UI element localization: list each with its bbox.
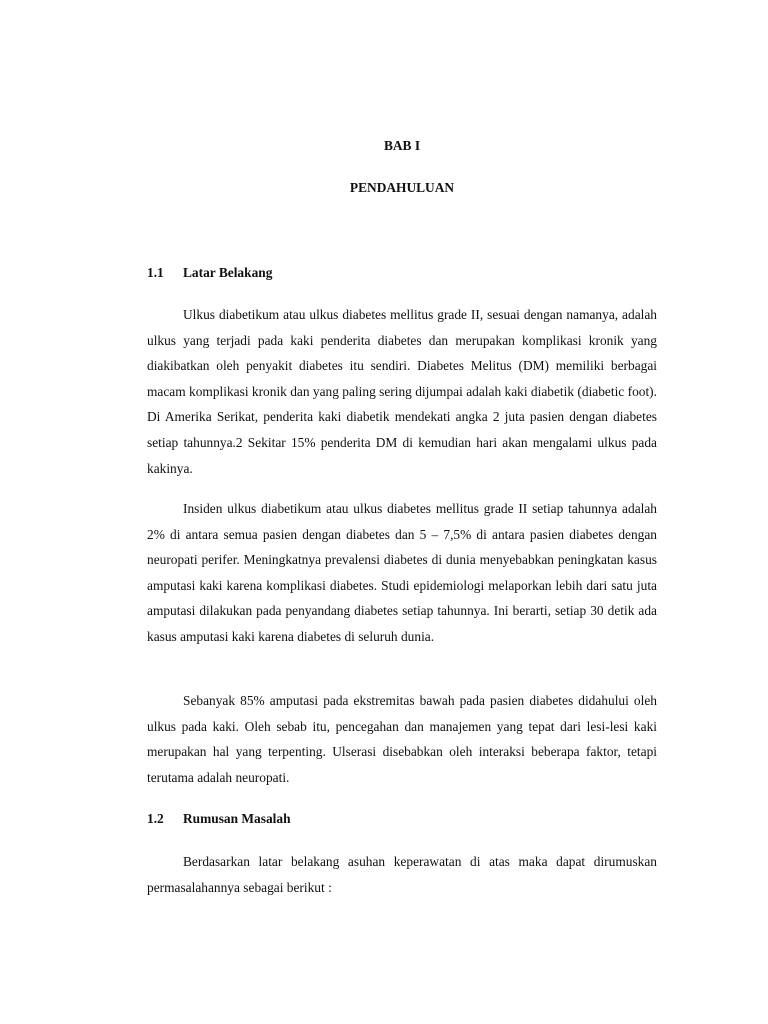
paragraph: Sebanyak 85% amputasi pada ekstremitas bawah pada pasien diabetes didahului oleh ulkus pada kaki. Oleh sebab itu, pencegahan dan manajemen yang tepat dari lesi-lesi kaki merupakan hal yang terpenting. Ulserasi disebabkan oleh interaksi beberapa faktor, tetapi terutama adalah neuropati. xyxy=(147,693,657,785)
chapter-label: BAB I xyxy=(383,138,421,153)
section-number: 1.1 xyxy=(147,265,164,280)
section-title: Latar Belakang xyxy=(183,265,273,280)
chapter-title: PENDAHULUAN xyxy=(349,180,455,195)
section-heading-1-2 xyxy=(147,811,291,827)
section-heading-1-1 xyxy=(147,265,272,281)
paragraph: Insiden ulkus diabetikum atau ulkus diabetes mellitus grade II setiap tahunnya adalah 2% di antara semua pasien dengan diabetes dan 5 – 7,5% di antara pasien diabetes dengan neuropati perifer. Meningkatnya prevalensi diabetes di dunia menyebabkan peningkatan kasus amputasi kaki karena komplikasi diabetes. Studi epidemiologi melaporkan lebih dari satu juta amputasi dilakukan pada penyandang diabetes setiap tahunnya. Ini berarti, setiap 30 detik ada kasus amputasi kaki karena diabetes di seluruh dunia. xyxy=(147,501,657,644)
paragraph: Berdasarkan latar belakang asuhan keperawatan di atas maka dapat dirumuskan permasalahannya sebagai berikut : xyxy=(147,854,657,895)
paragraph: Ulkus diabetikum atau ulkus diabetes mellitus grade II, sesuai dengan namanya, adalah ulkus yang terjadi pada kaki penderita diabetes dan merupakan komplikasi kronik yang diakibatkan oleh penyakit diabetes itu sendiri. Diabetes Melitus (DM) memiliki berbagai macam komplikasi kronik dan yang paling sering dijumpai adalah kaki diabetik (diabetic foot). Di Amerika Serikat, penderita kaki diabetik mendekati angka 2 juta pasien dengan diabetes setiap tahunnya.2 Sekitar 15% penderita DM di kemudian hari akan mengalami ulkus pada kakinya. xyxy=(147,307,657,476)
section-title: Rumusan Masalah xyxy=(183,811,291,826)
section-number: 1.2 xyxy=(147,811,164,826)
